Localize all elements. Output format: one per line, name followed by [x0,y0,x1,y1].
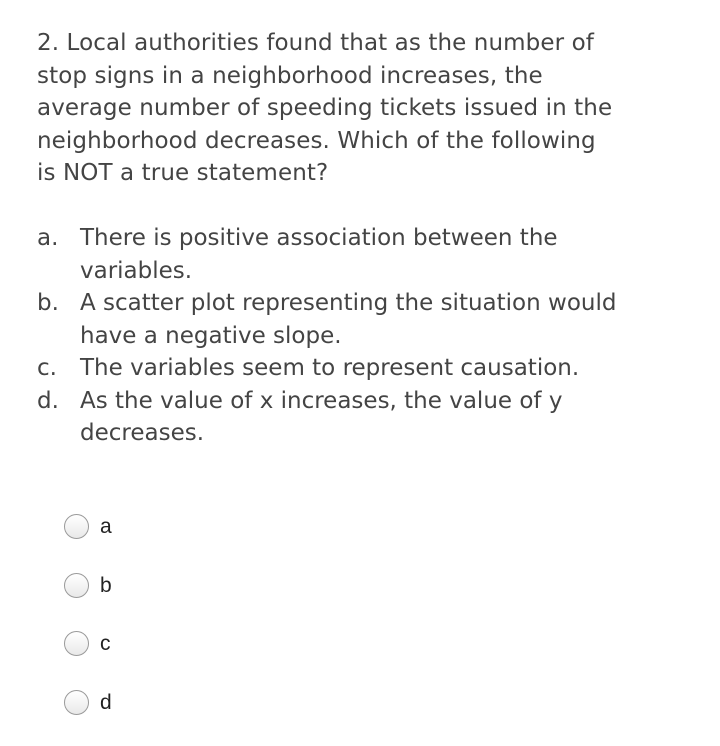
answer-choice-c[interactable] [64,629,112,658]
option-text: As the value of x increases, the value of y [80,387,563,414]
question-line: average number of speeding tickets issued in the [37,95,613,121]
statement-option-d [37,385,697,450]
question-line: neighborhood decreases. Which of the following [37,127,596,154]
option-text: decreases. [80,420,205,446]
option-letter: b. [37,290,59,316]
statement-option-a [37,222,697,287]
question-line: stop signs in a neighborhood increases, the [37,62,543,89]
statement-option-c [37,352,697,385]
question-line: 2. Local authorities found that as the number of [37,30,594,56]
radio-button[interactable] [64,690,89,715]
radio-button[interactable] [64,631,89,656]
option-text: There is positive association between the [80,225,558,251]
option-letter: d. [37,387,59,414]
answer-label: b [100,573,112,597]
answer-label: d [100,690,112,714]
answer-label: a [100,515,112,538]
option-text: have a negative slope. [80,322,342,349]
answer-label: c [100,632,111,655]
option-letter: c. [37,355,57,381]
question-text [37,27,677,190]
statement-option-b [37,287,697,352]
answer-choices [64,512,112,746]
statement-options-list [37,222,697,450]
radio-button[interactable] [64,573,89,598]
answer-choice-b[interactable] [64,571,112,600]
option-letter: a. [37,225,59,251]
answer-choice-a[interactable] [64,512,112,541]
radio-button[interactable] [64,514,89,539]
option-text: A scatter plot representing the situation would [80,290,617,316]
option-text: variables. [80,257,193,284]
option-text: The variables seem to represent causation. [80,355,580,381]
question-line: is NOT a true statement? [37,160,329,186]
answer-choice-d[interactable] [64,688,112,717]
